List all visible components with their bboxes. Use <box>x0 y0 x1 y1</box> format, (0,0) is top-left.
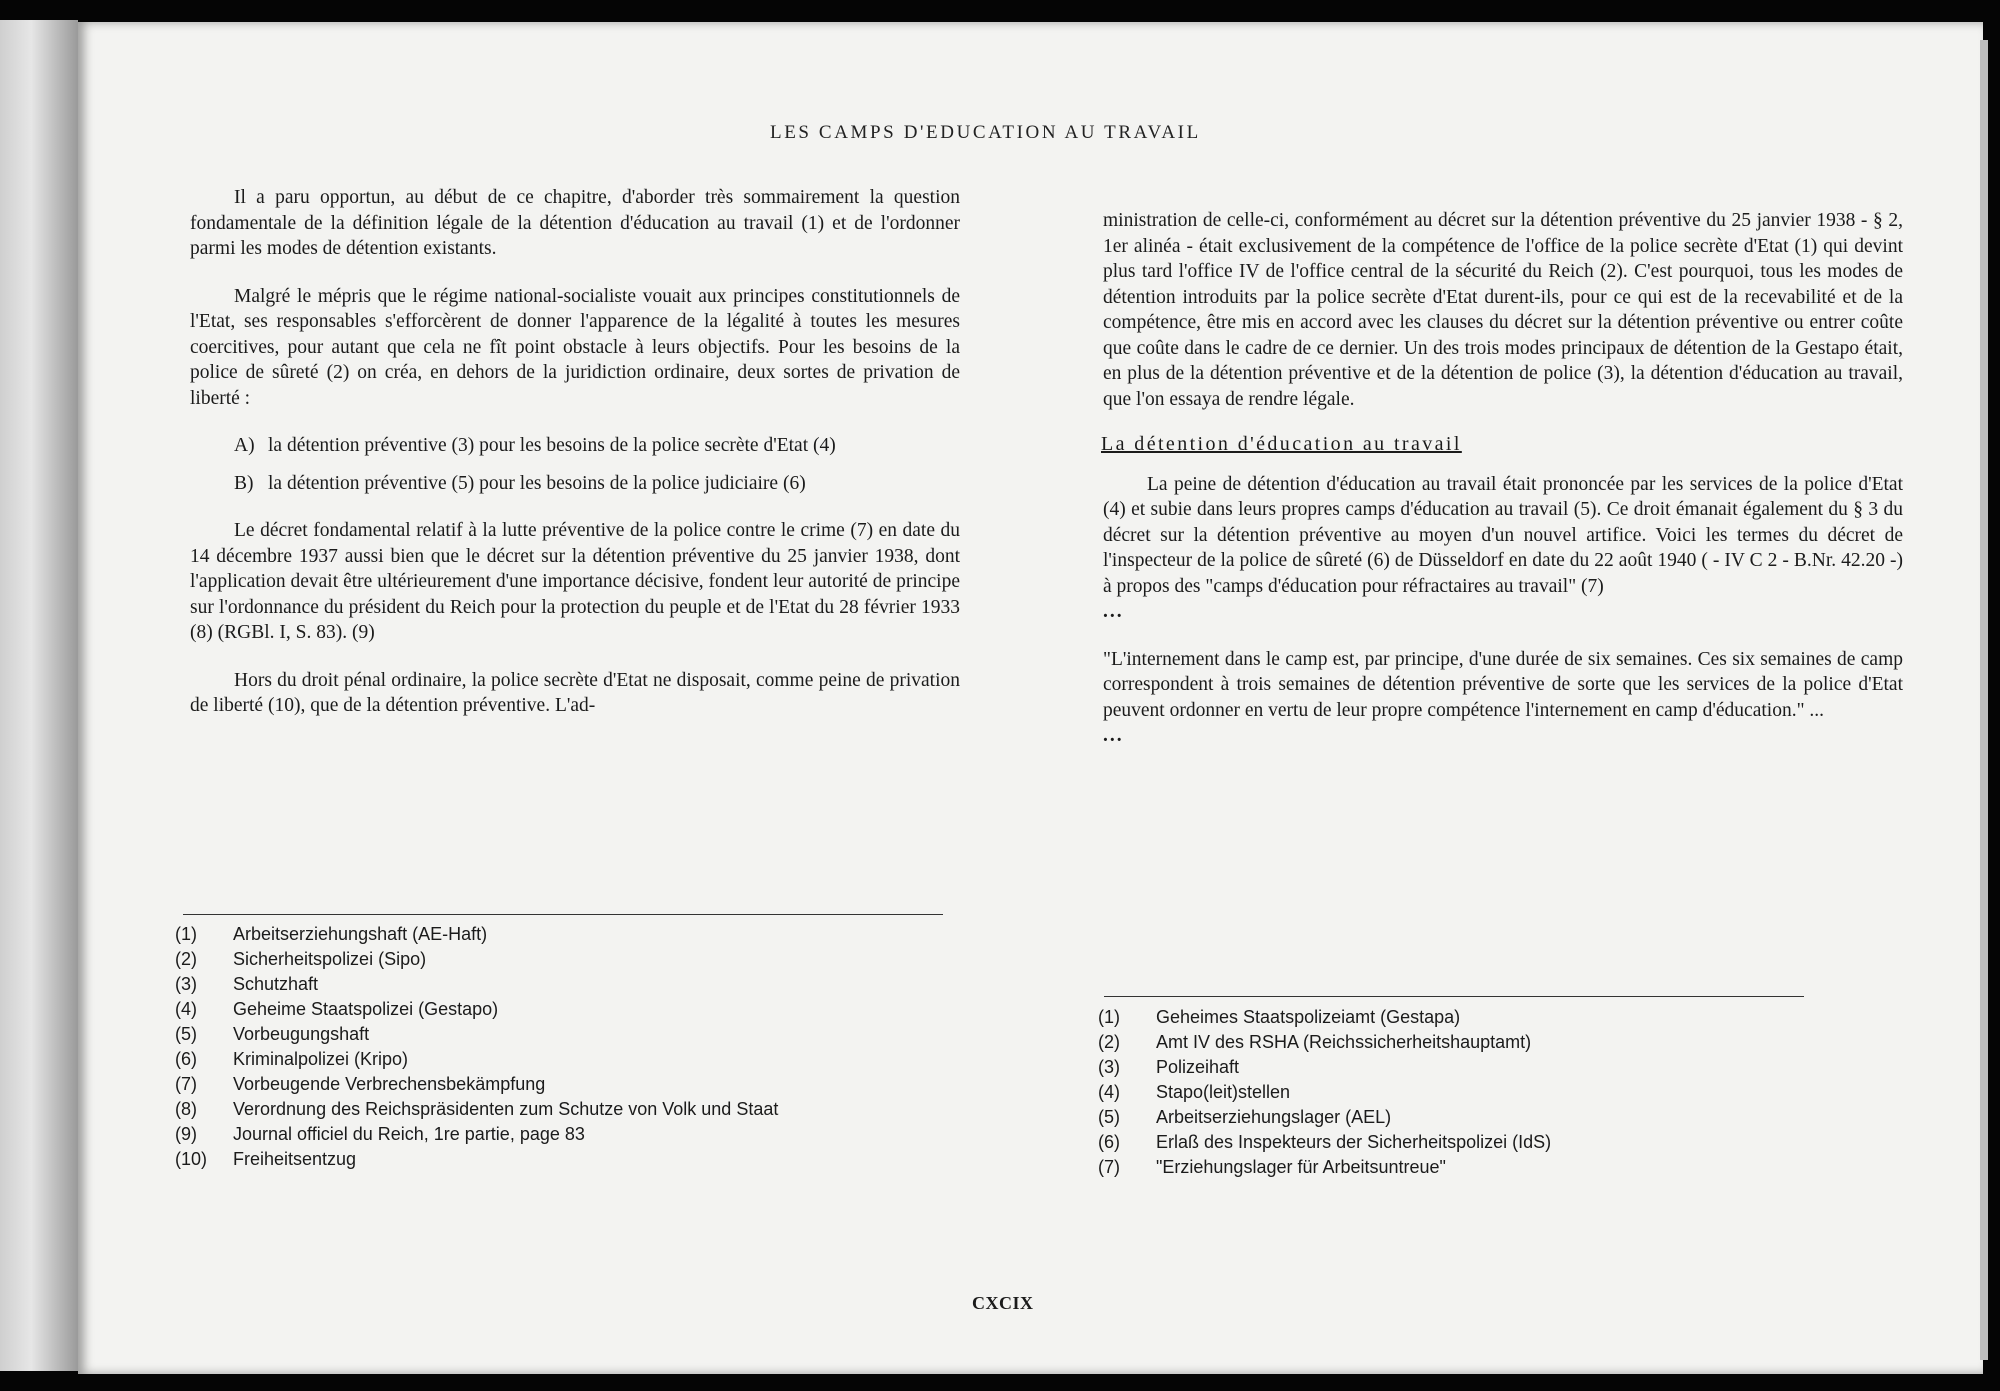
page-number: CXCIX <box>972 1293 1034 1313</box>
footnote <box>1098 1130 1798 1155</box>
paragraph: La peine de détention d'éducation au travail était prononcée par les services de la police d'Etat (4) et subie dans leurs propres camps d'éducation au travail (5). Ce droit émanait également du § 3 du décret sur la détention préventive au moyen d'un nouvel artifice. Voici les termes du décret de l'inspecteur de la police de sûreté (6) de Düsseldorf en date du 22 août 1940 ( - IV C 2 - B.Nr. 42.20 -) à propos des "camps d'éducation pour réfractaires au travail" (7) <box>1103 473 1903 597</box>
footnote-text: Vorbeugungshaft <box>233 1024 370 1044</box>
footnote-text: Journal officiel du Reich, 1re partie, page 83 <box>233 1124 585 1144</box>
right-footnotes <box>1098 1005 1798 1180</box>
footnote <box>175 1022 935 1047</box>
list-item <box>234 433 960 459</box>
section-heading: La détention d'éducation au travail <box>1101 433 1462 455</box>
footnote-number: (10) <box>175 1149 208 1169</box>
footnote-number: (2) <box>1098 1032 1120 1052</box>
list-item <box>234 471 960 497</box>
right-column <box>1103 208 1903 749</box>
footnote <box>175 1097 935 1122</box>
footnote-text: Vorbeugende Verbrechensbekämpfung <box>233 1074 546 1094</box>
paragraph: Il a paru opportun, au début de ce chapitre, d'aborder très sommairement la question fondamentale de la définition légale de la détention d'éducation au travail (1) et de l'ordonner parmi les modes de détention existants. <box>190 187 960 259</box>
left-column <box>190 185 960 719</box>
paragraph: Malgré le mépris que le régime national-socialiste vouait aux principes constitutionnels de l'Etat, ses responsables s'efforcèrent de donner l'apparence de la légalité à toutes les mesures coercitives, pour autant que cela ne fît point obstacle à leurs objectifs. Pour les besoins de la police de sûreté (2) on créa, en dehors de la juridiction ordinaire, deux sortes de privation de liberté : <box>190 285 960 409</box>
footnote-number: (5) <box>1098 1107 1120 1127</box>
footnote-text: Schutzhaft <box>233 974 319 994</box>
footnote-number: (1) <box>1098 1007 1120 1027</box>
list-item-text: la détention préventive (3) pour les besoins de la police secrète d'Etat (4) <box>268 435 836 456</box>
footnote-number: (6) <box>1098 1132 1120 1152</box>
footnote-text: Freiheitsentzug <box>233 1149 357 1169</box>
page-edge <box>1980 40 1988 1360</box>
paragraph: Hors du droit pénal ordinaire, la police secrète d'Etat ne disposait, comme peine de privation de liberté (10), que de la détention préventive. L'ad- <box>190 669 960 716</box>
footnote <box>1098 1005 1798 1030</box>
ellipsis: ... <box>1103 725 1124 746</box>
footnote-text: Sicherheitspolizei (Sipo) <box>233 949 427 969</box>
footnote <box>175 997 935 1022</box>
footnote <box>1098 1080 1798 1105</box>
footnote-number: (7) <box>175 1074 197 1094</box>
binding-gutter <box>0 20 78 1371</box>
footnote <box>175 1147 935 1172</box>
footnote-text: Arbeitserziehungshaft (AE-Haft) <box>233 924 488 944</box>
footnote-text: Verordnung des Reichspräsidenten zum Schutze von Volk und Staat <box>233 1099 779 1119</box>
footnote-number: (8) <box>175 1099 197 1119</box>
footnote <box>1098 1155 1798 1180</box>
footnote-text: Geheime Staatspolizei (Gestapo) <box>233 999 499 1019</box>
footnote <box>1098 1030 1798 1055</box>
footnote-number: (6) <box>175 1049 197 1069</box>
footnote <box>175 947 935 972</box>
footnote <box>1098 1105 1798 1130</box>
footnote-number: (1) <box>175 924 197 944</box>
footnote-number: (7) <box>1098 1157 1120 1177</box>
footnote-number: (9) <box>175 1124 197 1144</box>
list-item-label: A) <box>234 435 255 456</box>
footnote-text: Arbeitserziehungslager (AEL) <box>1156 1107 1392 1127</box>
footnote-number: (4) <box>175 999 197 1019</box>
footnote <box>175 972 935 997</box>
footnote-number: (5) <box>175 1024 197 1044</box>
footnote-divider <box>1104 996 1804 997</box>
footnote-text: Geheimes Staatspolizeiamt (Gestapa) <box>1156 1007 1461 1027</box>
footnote <box>175 1122 935 1147</box>
footnote-text: Erlaß des Inspekteurs der Sicherheitspolizei (IdS) <box>1156 1132 1552 1152</box>
list-item-label: B) <box>234 472 254 494</box>
page-title: LES CAMPS D'EDUCATION AU TRAVAIL <box>770 122 1201 143</box>
footnote-text: Kriminalpolizei (Kripo) <box>233 1049 409 1069</box>
footnote-divider <box>183 914 943 915</box>
footnote-text: Polizeihaft <box>1156 1057 1240 1077</box>
footnote-number: (4) <box>1098 1082 1120 1102</box>
footnote <box>175 922 935 947</box>
footnote <box>175 1072 935 1097</box>
footnote <box>1098 1055 1798 1080</box>
paragraph: ministration de celle-ci, conformément au décret sur la détention préventive du 25 janvier 1938 - § 2, 1er alinéa - était exclusivement de la compétence de l'office de la police secrète d'Etat (1) qui devint plus tard l'office IV de l'office central de la sécurité du Reich (2). C'est pourquoi, tous les modes de détention introduits par la police secrète d'Etat durent-ils, pour ce qui est de la recevabilité et de la compétence, être mis en accord avec les clauses du décret sur la détention préventive ou entrer coûte que coûte dans le cadre de ce dernier. Un des trois modes principaux de détention de la Gestapo était, en plus de la détention préventive et de la détention de police (3), la détention d'éducation au travail, que l'on essaya de rendre légale. <box>1103 210 1903 410</box>
footnote <box>175 1047 935 1072</box>
list-item-text: la détention préventive (5) pour les besoins de la police judiciaire (6) <box>268 472 806 494</box>
footnote-text: "Erziehungslager für Arbeitsuntreue" <box>1156 1157 1446 1177</box>
block-quote: "L'internement dans le camp est, par principe, d'une durée de six semaines. Ces six semaines de camp correspondent à trois semaines de détention préventive de sorte que les services de la police d'Etat peuvent ordonner en vertu de leur propre compétence l'internement en camp d'éducation." ... <box>1103 648 1903 721</box>
paragraph: Le décret fondamental relatif à la lutte préventive de la police contre le crime (7) en date du 14 décembre 1937 aussi bien que le décret sur la détention préventive du 25 janvier 1938, dont l'application devait être ultérieurement d'une importance décisive, fondent leur autorité de principe sur l'ordonnance du président du Reich pour la protection du peuple et de l'Etat du 28 février 1933 (8) (RGBl. I, S. 83). (9) <box>190 520 960 643</box>
footnote-number: (2) <box>175 949 197 969</box>
ellipsis: ... <box>1103 601 1124 622</box>
left-footnotes <box>175 922 935 1172</box>
footnote-number: (3) <box>1098 1057 1120 1077</box>
footnote-text: Stapo(leit)stellen <box>1156 1082 1291 1102</box>
footnote-number: (3) <box>175 974 197 994</box>
footnote-text: Amt IV des RSHA (Reichssicherheitshauptamt) <box>1156 1032 1532 1052</box>
